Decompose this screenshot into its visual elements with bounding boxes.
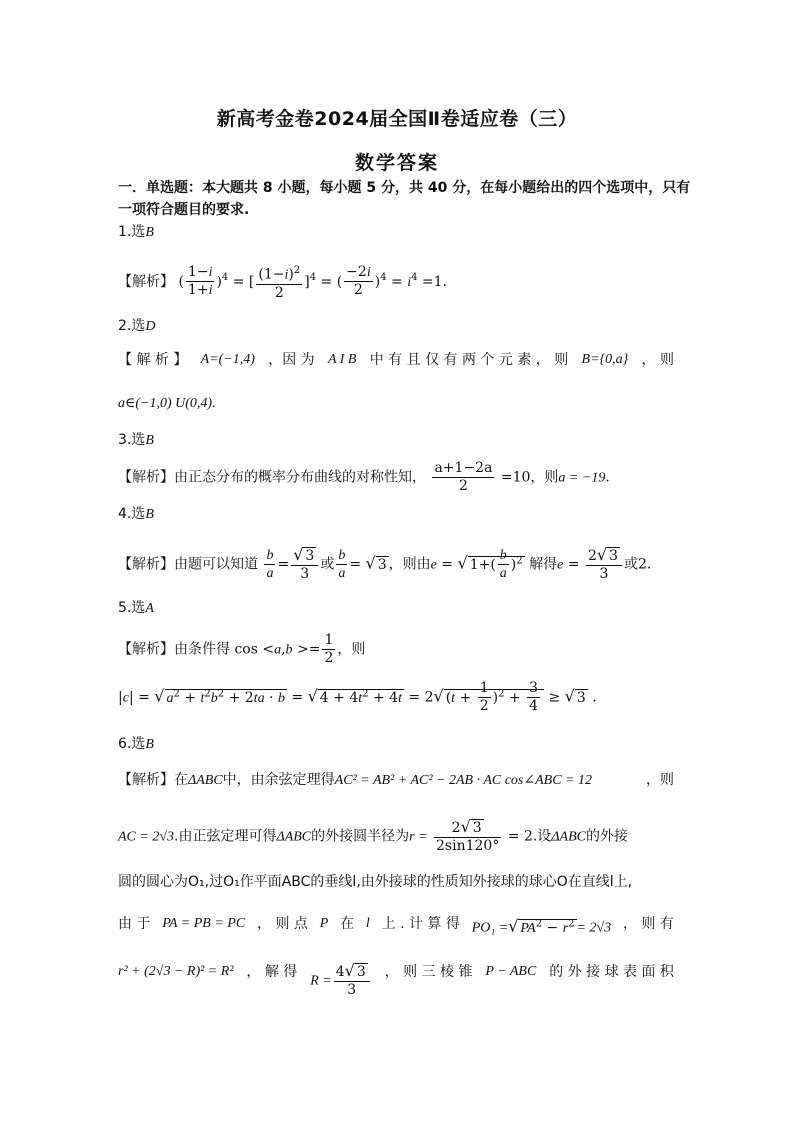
q6-line1: 【解析】在ΔABC中，由余弦定理得AC² = AB² + AC² − 2AB · AC cos∠ABC = 12 ，则: [118, 772, 674, 788]
q6-line5: r² + (2√3 − R)² = R² ， 解 得 R = $\frac{4√ 3}{3}$ ， 则 三 棱 锥 P − ABC 的 外 接 球 表 面 积: [118, 961, 674, 998]
fraction: $\frac{b}{a}$: [266, 548, 274, 581]
q4-solution: 【解析】由题可以知道 $\frac{b}{a}$ = $\frac{√ 3}{3}$ 或 $\frac{b}{a}$ = √ 3 ，则由e = √ 1+( $\frac{b}{a}$ )$^2$ 解得e = $\frac{2√ 3}{3}$ 或2.: [118, 545, 652, 582]
q4-answer: 4.选B: [118, 506, 154, 522]
q1-solution: 【解析】 ( $\frac{1-i}{1+i}$ )$^4$ = [ $\frac{(1-i)^2}{2}$ ]$^4$ = ( $\frac{-2i}{2}$ )$^4 = i^4 =1$.: [118, 262, 447, 302]
fraction: $\frac{1-i}{1+i}$: [187, 264, 213, 299]
page-title: 新高考金卷2024届全国Ⅱ卷适应卷（三）: [216, 108, 578, 130]
fraction: $\frac{a+1-2a}{2}$: [434, 460, 493, 494]
fraction: $\frac{4√ 3}{3}$: [334, 962, 370, 999]
q3-answer: 3.选B: [118, 432, 154, 448]
q2-solution: 【 解 析 】 A=(−1,4) ，因 为 A I B 中 有 且 仅 有 两 个 元 素 ， 则 B={0,a} ， 则: [118, 352, 674, 368]
fraction: $\frac{-2i}{2}$: [346, 264, 371, 299]
q1-answer: 1.选B: [118, 224, 154, 240]
fraction: $\frac{√ 3}{3}$: [291, 546, 318, 583]
fraction: $\frac{b}{a}$: [338, 548, 346, 581]
q5-solution: 【解析】由条件得 cos <a,b >= $\frac{1}{2}$ ，则: [118, 632, 366, 666]
q6-line3: 圆的圆心为O₁,过O₁作平面ABC的垂线l,由外接球的性质知外接球的球心O在直线l上,: [118, 874, 633, 890]
q3-solution: 【解析】由正态分布的概率分布曲线的对称性知， $\frac{a+1-2a}{2}$ =10，则a = −19.: [118, 460, 610, 494]
q6-answer: 6.选B: [118, 736, 154, 752]
q5-answer: 5.选A: [118, 600, 154, 616]
fraction: $\frac{(1-i)^2}{2}$: [256, 262, 302, 302]
q6-line4: 由 于 PA = PB = PC ， 则 点 P 在 l 上 . 计 算 得 PO₁ =√ $PA^2 - r^2 = 2√3$ ， 则 有: [118, 916, 674, 936]
q5-formula: |c| = √ $a^2 + t^2b^2 + 2ta \cdot b$ = √ $4 + 4t^2 + 4t = 2√$ (t + $\frac{1}{2}$ )$^2$ + $\frac{3}{4}$ ≥ √ 3 .: [118, 680, 597, 714]
q2-solution-cont: a∈(−1,0) U(0,4).: [118, 396, 216, 411]
q6-line2: AC = 2√3.由正弦定理可得ΔABC的外接圆半径为r = $\frac{2√ 3}{2\sin 120^\circ}$ = 2.设ΔABC的外接: [118, 817, 628, 854]
fraction: $\frac{2√ 3}{3}$: [586, 546, 622, 583]
section-heading-cont: 一项符合题目的要求.: [118, 202, 250, 218]
section-heading: 一．单选题：本大题共 8 小题，每小题 5 分，共 40 分，在每小题给出的四个选项中，只有: [118, 180, 691, 196]
q2-answer: 2.选D: [118, 318, 156, 334]
fraction: $\frac{1}{2}$: [324, 632, 334, 666]
page-subtitle: 数学答案: [354, 152, 439, 174]
fraction: $\frac{2√ 3}{2\sin 120^\circ}$: [436, 817, 500, 854]
